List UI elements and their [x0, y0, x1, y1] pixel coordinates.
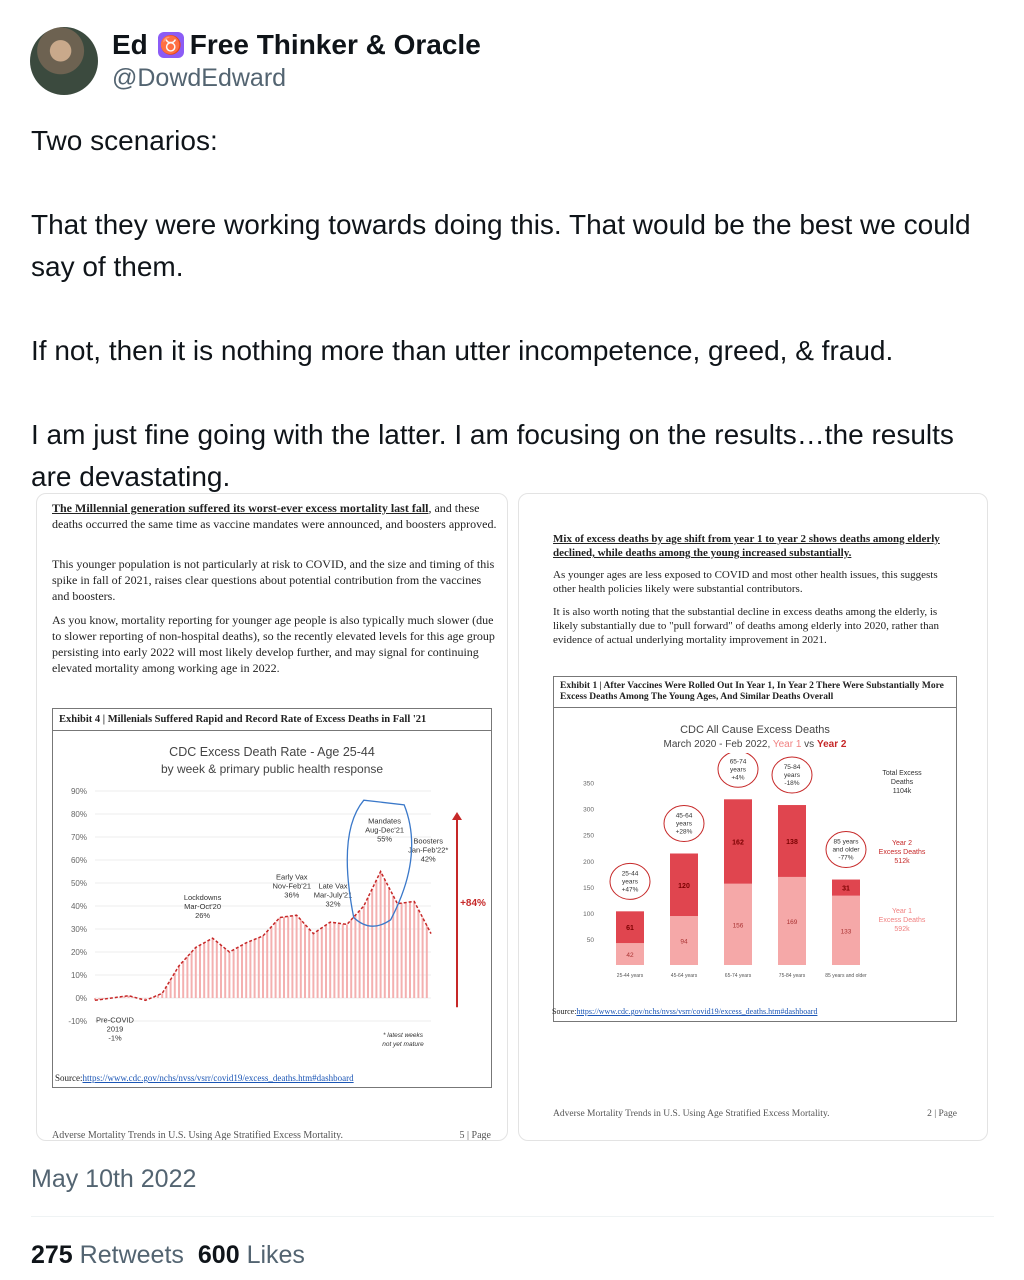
author-display-name[interactable]: [112, 28, 481, 62]
tweet-timestamp[interactable]: May 10th 2022: [31, 1165, 197, 1193]
right-para-1: [553, 532, 958, 560]
right-chart-subtitle-vs: vs: [801, 739, 817, 750]
category-label: 85 years and older: [825, 973, 867, 979]
right-source-link[interactable]: https://www.cdc.gov/nchs/nvss/vsrr/covid19/excess_deaths.htm#dashboard: [576, 1007, 818, 1016]
annotation-line: Boosters: [413, 836, 444, 846]
year1-value-label: 94: [680, 938, 688, 946]
y-tick-label: 10%: [70, 971, 87, 980]
likes-stat[interactable]: [198, 1241, 305, 1269]
legend-line: 592k: [894, 926, 910, 933]
year1-value-label: 133: [840, 928, 852, 936]
y-tick-label: 80%: [70, 810, 87, 819]
category-label: 65-74 years: [724, 973, 752, 979]
annotation-line: Mar-Oct'20: [184, 902, 222, 912]
callout-line: 75-84: [783, 764, 801, 772]
right-source-label: Source:: [552, 1007, 577, 1016]
annotation-label: [273, 873, 312, 900]
left-para-2: This younger population is not particularly at risk to COVID, and the size and timing of this spike in fall of 2021, raises clear questions about potential contribution from the vaccines and boosters.: [52, 557, 495, 603]
left-para-3: As you know, mortality reporting for younger age people is also typically much slower (due to slower reporting of non-hospital deaths), so the recently elevated levels for this age group persisting into early 2022 will most likely develop further, and may signal for continuing elevated mortality among working age in 2022.: [52, 613, 495, 675]
legend-line: Year 1: [892, 908, 912, 915]
y-tick-label: 60%: [70, 856, 87, 865]
right-exhibit: [553, 676, 957, 1022]
legend-label: [882, 770, 922, 795]
retweets-count: 275: [31, 1241, 73, 1269]
annotation-line: Late Vax: [318, 881, 348, 891]
year2-value-label: 31: [842, 885, 850, 893]
y-tick-label: 50%: [70, 879, 87, 888]
y-tick-label: 350: [583, 780, 594, 788]
display-name-rest: Free Thinker & Oracle: [189, 29, 481, 60]
retweets-label: Retweets: [79, 1241, 184, 1269]
callout-line: 45-64: [675, 812, 693, 820]
annotation-line: 36%: [284, 890, 300, 900]
callout-line: +47%: [621, 886, 639, 894]
callout-line: -18%: [784, 780, 800, 788]
tweet-line: I am just fine going with the latter. I am focusing on the results…the results are devastating.: [31, 419, 954, 492]
year2-value-label: 120: [678, 882, 690, 890]
annotation-label: [184, 893, 222, 920]
annotation-line: Early Vax: [276, 872, 308, 882]
legend-line: Excess Deaths: [878, 917, 926, 924]
change-callout-label: [622, 870, 639, 893]
media-image-right[interactable]: [518, 493, 988, 1141]
y-tick-label: 300: [583, 806, 594, 814]
year1-value-label: 156: [732, 922, 744, 930]
legend-line: Total Excess: [882, 770, 922, 777]
left-para-1: [52, 500, 497, 532]
display-name-first: Ed: [112, 29, 148, 60]
tweet-text: [31, 120, 991, 498]
y-tick-label: 40%: [70, 902, 87, 911]
annotation-line: Mandates: [368, 816, 402, 826]
change-label: +84%: [460, 898, 486, 909]
right-chart-subtitle-range: March 2020 - Feb 2022,: [663, 739, 773, 750]
legend-line: Deaths: [890, 779, 914, 786]
annotation-label: [96, 1015, 135, 1042]
likes-label: Likes: [246, 1241, 305, 1269]
annotation-line: 2019: [106, 1024, 124, 1034]
divider: [31, 1216, 994, 1217]
left-footer-title: Adverse Mortality Trends in U.S. Using Age Stratified Excess Mortality.: [52, 1130, 343, 1141]
tweet-line: If not, then it is nothing more than utter incompetence, greed, & fraud.: [31, 335, 894, 366]
right-chart-subtitle-year1: Year 1: [772, 739, 802, 750]
media-image-left[interactable]: [36, 493, 508, 1141]
callout-line: years: [730, 766, 746, 774]
change-callout-label: [676, 812, 693, 835]
year2-value-label: 138: [786, 838, 798, 846]
retweets-stat[interactable]: [31, 1241, 184, 1269]
right-chart-subtitle: [554, 739, 956, 750]
callout-line: +4%: [731, 774, 745, 782]
y-tick-label: 100: [583, 910, 594, 918]
callout-line: 85 years: [833, 838, 859, 846]
right-source: [552, 1007, 956, 1016]
legend-line: 1104k: [892, 788, 912, 795]
callout-line: -77%: [838, 854, 854, 862]
left-source-label: Source:: [55, 1073, 83, 1083]
annotation-line: Nov-Feb'21: [272, 881, 312, 891]
taurus-emoji-icon: ♉: [158, 32, 184, 58]
annotation-label: [408, 836, 448, 863]
y-tick-label: 90%: [70, 787, 87, 796]
author-names: [112, 28, 481, 94]
callout-line: 65-74: [729, 758, 747, 766]
right-chart-subtitle-year2: Year 2: [816, 739, 847, 750]
annotation-label: [365, 817, 404, 844]
change-callout-label: [784, 764, 801, 787]
right-para-2: As younger ages are less exposed to COVID and most other health issues, this suggests other health policies likely were substantial contributors.: [553, 569, 938, 595]
likes-count: 600: [197, 1241, 240, 1269]
tweet-header: [30, 26, 481, 96]
y-tick-label: -10%: [68, 1017, 87, 1026]
legend-label: [879, 908, 926, 933]
left-para-1-headline: The Millennial generation suffered its worst-ever excess mortality last fall: [52, 501, 429, 515]
callout-line: years: [622, 878, 638, 886]
y-tick-label: 70%: [70, 833, 87, 842]
callout-line: years: [784, 772, 800, 780]
callout-line: and older: [832, 846, 860, 854]
year2-value-label: 162: [732, 839, 744, 847]
left-chart: [53, 773, 491, 1063]
avatar[interactable]: [30, 27, 98, 95]
right-para-3: It is also worth noting that the substantial decline in excess deaths among the elderly, is likely substantially due to "pull forward" of deaths among elderly into 2020, rather than evidence of actual underlying mortality improvement in 2021.: [553, 606, 939, 646]
left-footer-page: 5 | Page: [459, 1130, 491, 1141]
left-chart-title: CDC Excess Death Rate - Age 25-44: [169, 745, 375, 759]
legend-line: 512k: [894, 858, 910, 865]
note-line-2: not yet mature: [382, 1041, 424, 1048]
category-label: 45-64 years: [670, 973, 698, 979]
annotation-line: -1%: [108, 1033, 122, 1043]
annotation-line: 42%: [420, 854, 436, 864]
right-exhibit-title: Exhibit 1 | After Vaccines Were Rolled Out In Year 1, In Year 2 There Were Substantially More Excess Deaths Among The Young Ages, And Similar Deaths Overall: [554, 677, 956, 708]
category-label: 25-44 years: [616, 973, 644, 979]
annotation-line: Pre-COVID: [96, 1015, 134, 1025]
change-callout-label: [730, 758, 747, 781]
left-exhibit: [52, 708, 492, 1088]
callout-line: years: [676, 820, 692, 828]
tweet-line: Two scenarios:: [31, 125, 218, 156]
annotation-line: 32%: [325, 899, 341, 909]
left-source: [55, 1073, 491, 1083]
annotation-label: [314, 881, 353, 908]
tweet-media: [36, 493, 988, 1141]
left-source-link[interactable]: https://www.cdc.gov/nchs/nvss/vsrr/covid19/excess_deaths.htm#dashboard: [82, 1073, 354, 1083]
left-chart-subtitle: by week & primary public health response: [160, 762, 384, 776]
legend-line: Excess Deaths: [878, 849, 926, 856]
tweet-line: That they were working towards doing this. That would be the best we could say of them.: [31, 209, 971, 282]
left-exhibit-title: Exhibit 4 | Millenials Suffered Rapid and Record Rate of Excess Deaths in Fall '21: [53, 709, 491, 731]
year2-value-label: 61: [626, 925, 634, 933]
right-chart-title: CDC All Cause Excess Deaths: [680, 724, 830, 736]
y-tick-label: 150: [583, 884, 594, 892]
callout-line: 25-44: [621, 870, 639, 878]
engagement-stats: [31, 1238, 305, 1272]
y-tick-label: 200: [583, 858, 594, 866]
note-line-1: * latest weeks: [382, 1032, 424, 1039]
annotation-line: 26%: [195, 911, 211, 921]
right-para-1-headline: Mix of excess deaths by age shift from year 1 to year 2 shows deaths among elderly declined, while deaths among the young increased substantially.: [553, 533, 940, 559]
legend-line: Year 2: [892, 840, 912, 847]
annotation-line: 55%: [377, 834, 393, 844]
year1-value-label: 42: [626, 952, 634, 960]
y-tick-label: 30%: [70, 925, 87, 934]
change-arrow-head: [452, 812, 462, 820]
author-handle[interactable]: @DowdEdward: [112, 64, 287, 92]
callout-line: +28%: [675, 828, 693, 836]
annotation-line: Jan-Feb'22*: [408, 845, 449, 855]
right-footer-page: 2 | Page: [927, 1109, 957, 1119]
y-tick-label: 0%: [75, 994, 87, 1003]
y-tick-label: 250: [583, 832, 594, 840]
right-chart: [554, 753, 956, 1001]
left-para-1-rest: , and these deaths occurred the same time as vaccine mandates were announced, and boosters approved.: [52, 501, 497, 531]
y-tick-label: 50: [586, 936, 594, 944]
legend-label: [879, 840, 926, 865]
annotation-line: Lockdowns: [183, 893, 222, 903]
annotation-line: Aug-Dec'21: [365, 825, 405, 835]
category-label: 75-84 years: [778, 973, 806, 979]
y-tick-label: 20%: [70, 948, 87, 957]
change-callout-label: [832, 839, 860, 862]
year1-value-label: 169: [786, 918, 798, 926]
right-footer-title: Adverse Mortality Trends in U.S. Using Age Stratified Excess Mortality.: [553, 1109, 830, 1119]
annotation-line: Mar-July'21: [313, 890, 353, 900]
